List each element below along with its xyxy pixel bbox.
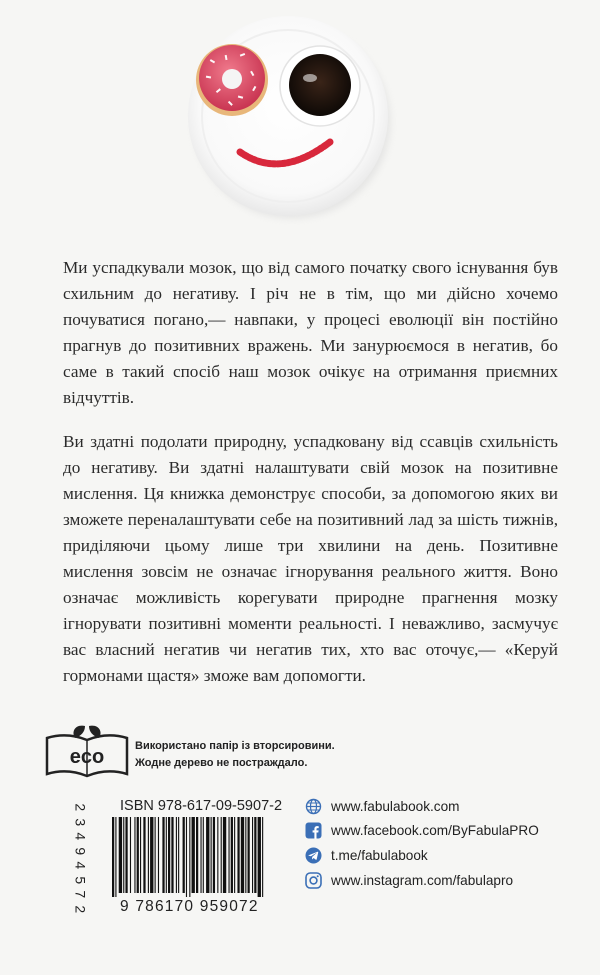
- isbn-barcode: [58, 795, 298, 920]
- telegram-link[interactable]: [305, 844, 428, 866]
- telegram-link-text: t.me/fabulabook: [331, 847, 428, 863]
- coffee-cup-eye: [280, 46, 360, 126]
- eco-book-logo-icon: [45, 722, 129, 780]
- blurb-paragraph-1: Ми успадкували мозок, що від самого початку свого існування був схильним до негативу. І річ не в тім, що ми дійсно хочемо почуватися погано,— навпаки, у процесі еволюції він постійно прагнув до позитивних вражень. Ми занурюємося в негатив, бо саме в такий спосіб наш мозок очікує на отримання приємних відчуттів.: [63, 258, 558, 407]
- facebook-link[interactable]: [305, 819, 539, 841]
- eco-line-2: Жодне дерево не постраждало.: [135, 757, 308, 769]
- plate: [188, 16, 388, 216]
- isbn-label: ISBN 978-617-09-5907-2: [120, 798, 283, 814]
- instagram-link-text: www.instagram.com/fabulapro: [331, 872, 514, 888]
- plate-smiley-illustration: [180, 10, 400, 225]
- barcode-number: 9 786170 959072: [120, 898, 259, 915]
- blurb-paragraph-2: Ви здатні подолати природну, успадковану від ссавців схильність до негативу. Ви здатні налаштувати свій мозок на позитивне мислення. Ця книжка демонструє способи, за допомогою яких ви зможете переналаштувати себе на позитивний лад за шість тижнів, приділяючи цьому лише три хвилини на день. Позитивне мислення зовсім не означає ігнорування реального життя. Воно означає можливість корегувати природне прагнення мозку ігнорувати позитивні моменти реальності. І неважливо, засмучує вас власний негатив чи негатив тих, хто вас оточує,— «Керуй гормонами щастя» зможе вам допомогти.: [63, 432, 558, 685]
- eco-notice: [45, 722, 345, 780]
- facebook-link-text: www.facebook.com/ByFabulaPRO: [331, 822, 539, 838]
- website-link[interactable]: [305, 795, 459, 817]
- instagram-icon: [305, 872, 322, 889]
- svg-text:eco: eco: [69, 746, 105, 768]
- donut-eye: [196, 44, 268, 116]
- facebook-icon: [305, 822, 322, 839]
- barcode-side-digits: 2 3 4 9 4 5 7 2: [72, 803, 89, 913]
- globe-icon: [305, 798, 322, 815]
- eco-line-1: Використано папір із вторсировини.: [135, 740, 335, 752]
- barcode-bars: [106, 817, 306, 897]
- eco-notice-text: [135, 738, 335, 772]
- telegram-icon: [305, 847, 322, 864]
- website-link-text: www.fabulabook.com: [331, 798, 460, 814]
- instagram-link[interactable]: [305, 869, 513, 891]
